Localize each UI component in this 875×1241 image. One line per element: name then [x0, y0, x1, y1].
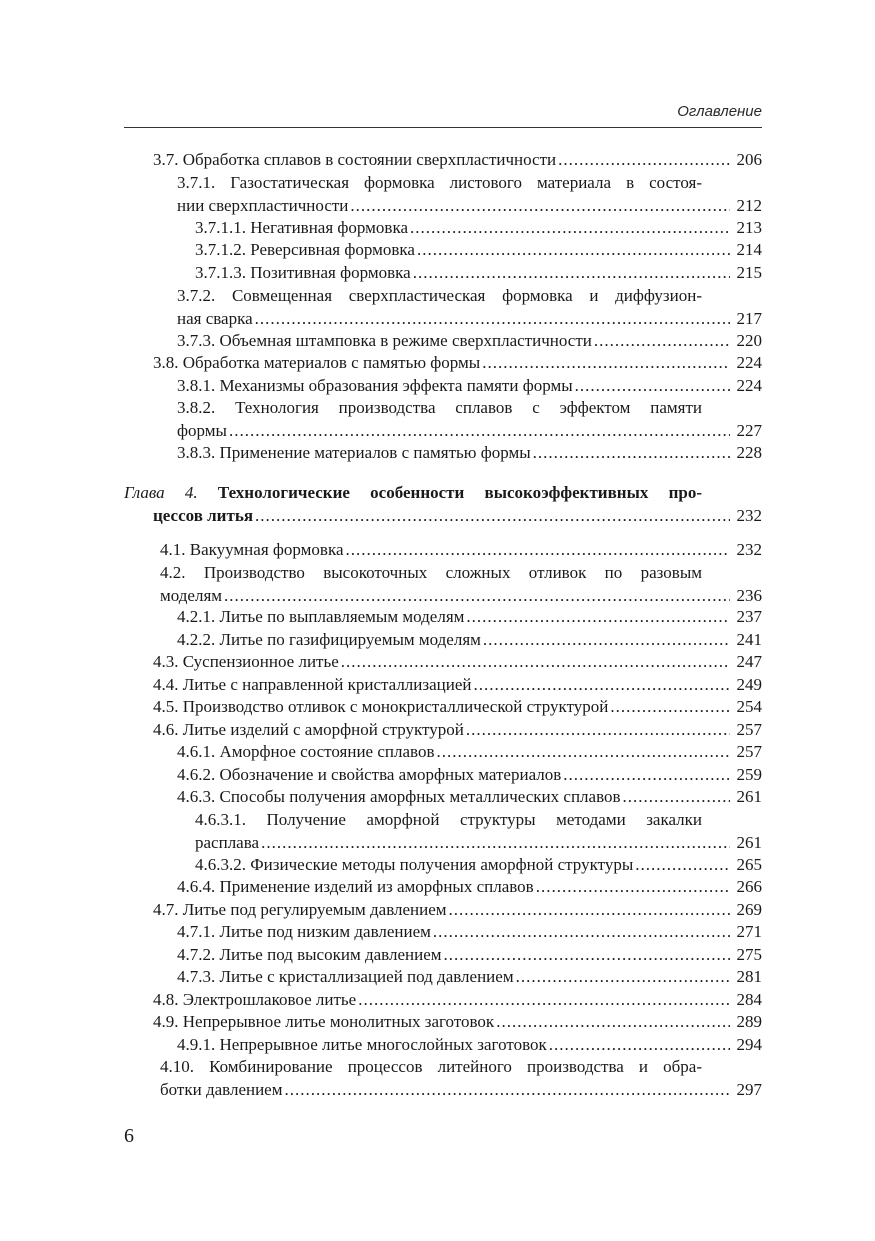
toc-entry[interactable] — [153, 899, 762, 922]
leader-dots — [224, 585, 730, 608]
toc-entry-title: 4.5. Производство отливок с монокристаллической структурой — [153, 697, 609, 716]
toc-page-number: 271 — [736, 922, 762, 941]
leader-dots — [466, 719, 730, 742]
leader-dots — [610, 696, 730, 719]
toc-entry[interactable] — [153, 989, 762, 1012]
toc-entry[interactable] — [177, 876, 762, 899]
toc-page-number: 241 — [736, 630, 762, 649]
chapter-title: Технологические особенности высокоэффективных про- — [217, 483, 702, 502]
toc-entry[interactable] — [195, 854, 762, 877]
toc-entry-title: 3.7. Обработка сплавов в состоянии сверхпластичности — [153, 150, 557, 169]
toc-entry[interactable] — [195, 217, 762, 240]
toc-entry-title: 4.6.3.2. Физические методы получения аморфной структуры — [195, 855, 634, 874]
leader-dots — [516, 966, 730, 989]
toc-entry-title: 3.7.1.3. Позитивная формовка — [195, 263, 411, 282]
leader-dots — [444, 944, 731, 967]
leader-dots — [358, 989, 730, 1012]
toc-entry[interactable] — [177, 397, 762, 442]
toc-page-number: 265 — [736, 855, 762, 874]
toc-entry[interactable] — [153, 149, 762, 172]
toc-entry-title: 4.7.3. Литье с кристаллизацией под давлением — [177, 967, 514, 986]
leader-dots — [482, 352, 730, 375]
leader-dots — [473, 674, 730, 697]
leader-dots — [261, 832, 730, 855]
toc-entry[interactable] — [160, 1056, 762, 1101]
leader-dots — [285, 1079, 731, 1102]
toc-page-number: 275 — [736, 945, 762, 964]
toc-page-number: 232 — [736, 505, 762, 525]
leader-dots — [433, 921, 730, 944]
toc-entry[interactable] — [153, 674, 762, 697]
toc-entry-title: 4.7. Литье под регулируемым давлением — [153, 900, 447, 919]
leader-dots — [410, 217, 730, 240]
toc-page-number: 224 — [736, 353, 762, 372]
leader-dots — [549, 1034, 730, 1057]
toc-page-number: 257 — [736, 742, 762, 761]
leader-dots — [255, 308, 730, 331]
toc-entry-title: 3.7.2. Совмещенная сверхпластическая формовка и диффузион- — [177, 286, 702, 305]
toc-entry-title: 4.6.2. Обозначение и свойства аморфных материалов — [177, 765, 562, 784]
toc-entry-title: 4.9. Непрерывное литье монолитных заготовок — [153, 1012, 495, 1031]
toc-entry-title: 4.10. Комбинирование процессов литейного производства и обра- — [160, 1057, 702, 1076]
toc-page-number: 220 — [736, 331, 762, 350]
leader-dots — [558, 149, 730, 172]
leader-dots — [594, 330, 730, 353]
toc-entry-title: 4.6.4. Применение изделий из аморфных сплавов — [177, 877, 534, 896]
toc-page-number: 266 — [736, 877, 762, 896]
toc-entry[interactable] — [195, 262, 762, 285]
toc-entry-title-cont: моделям — [160, 585, 223, 605]
toc-page-number: 261 — [736, 832, 762, 852]
leader-dots — [563, 764, 730, 787]
toc-entry-title: 4.2.2. Литье по газифицируемым моделям — [177, 630, 481, 649]
page-number: 6 — [124, 1125, 134, 1147]
toc-page-number: 215 — [736, 263, 762, 282]
toc-entry-title: 4.4. Литье с направленной кристаллизацией — [153, 675, 472, 694]
leader-dots — [346, 539, 731, 562]
leader-dots — [449, 899, 730, 922]
toc-entry[interactable] — [195, 809, 762, 854]
toc-entry[interactable] — [177, 1034, 762, 1057]
toc-entry-title-cont: ная сварка — [177, 308, 253, 328]
toc-page-number: 232 — [736, 540, 762, 559]
leader-dots — [436, 741, 730, 764]
toc-entry-title: 3.8.1. Механизмы образования эффекта памяти формы — [177, 376, 573, 395]
toc-entry[interactable] — [153, 719, 762, 742]
toc-entry-title: 4.2.1. Литье по выплавляемым моделям — [177, 607, 465, 626]
leader-dots — [350, 195, 730, 218]
toc-entry-title: 3.7.1. Газостатическая формовка листового материала в состоя- — [177, 173, 702, 192]
leader-dots — [575, 375, 730, 398]
leader-dots — [536, 876, 730, 899]
toc-entry[interactable] — [177, 442, 762, 465]
running-head-title: Оглавление — [677, 103, 762, 120]
toc-entry[interactable] — [177, 741, 762, 764]
toc-entry[interactable] — [177, 764, 762, 787]
toc-page-number: 281 — [736, 967, 762, 986]
toc-entry[interactable] — [153, 1011, 762, 1034]
toc-entry-title: 4.1. Вакуумная формовка — [160, 540, 344, 559]
toc-entry-title: 3.7.1.1. Негативная формовка — [195, 218, 409, 237]
toc-entry-title: 4.7.1. Литье под низким давлением — [177, 922, 431, 941]
toc-page-number: 237 — [736, 607, 762, 626]
toc-entry-title-cont: формы — [177, 420, 227, 440]
toc-entry-title: 4.6.1. Аморфное состояние сплавов — [177, 742, 435, 761]
toc-entry-title: 4.9.1. Непрерывное литье многослойных заготовок — [177, 1035, 547, 1054]
chapter-title-cont: цессов литья — [153, 505, 254, 525]
toc-entry[interactable] — [177, 944, 762, 967]
toc-entry-title: 3.8.2. Технология производства сплавов с эффектом памяти — [177, 398, 702, 417]
toc-page-number: 254 — [736, 697, 762, 716]
toc-entry-title-cont: расплава — [195, 832, 260, 852]
toc-entry-title: 4.6.3.1. Получение аморфной структуры методами закалки — [195, 810, 702, 829]
toc-entry[interactable] — [160, 539, 762, 562]
leader-dots — [255, 505, 730, 528]
toc-entry-title: 4.7.2. Литье под высоким давлением — [177, 945, 442, 964]
toc-page-number: 212 — [736, 195, 762, 215]
toc-entry[interactable] — [177, 606, 762, 629]
toc-page-number: 206 — [736, 150, 762, 169]
leader-dots — [623, 786, 730, 809]
toc-entry-title-cont: ботки давлением — [160, 1079, 283, 1099]
toc-page-number: 249 — [736, 675, 762, 694]
toc-entry[interactable] — [195, 239, 762, 262]
toc-entry[interactable] — [177, 786, 762, 809]
toc-entry[interactable] — [177, 629, 762, 652]
leader-dots — [466, 606, 730, 629]
leader-dots — [635, 854, 730, 877]
toc-page-number: 224 — [736, 376, 762, 395]
toc-entry-title-cont: нии сверхпластичности — [177, 195, 349, 215]
toc-entry[interactable] — [177, 921, 762, 944]
toc-entry-title: 4.3. Суспензионное литье — [153, 652, 339, 671]
toc-entry-title: 4.2. Производство высокоточных сложных отливок по разовым — [160, 563, 702, 582]
toc-entry[interactable] — [153, 651, 762, 674]
toc-page-number: 297 — [736, 1079, 762, 1099]
toc-entry-title: 3.7.1.2. Реверсивная формовка — [195, 240, 415, 259]
toc-entry[interactable] — [177, 966, 762, 989]
leader-dots — [229, 420, 730, 443]
toc-page-number: 247 — [736, 652, 762, 671]
leader-dots — [533, 442, 730, 465]
toc-entry[interactable] — [160, 562, 762, 607]
toc-page-number: 227 — [736, 420, 762, 440]
toc-entry[interactable] — [177, 172, 762, 217]
toc-chapter-entry[interactable] — [124, 482, 762, 527]
toc-page-number: 236 — [736, 585, 762, 605]
toc-entry-title: 4.6. Литье изделий с аморфной структурой — [153, 720, 464, 739]
leader-dots — [413, 262, 730, 285]
toc-page-number: 214 — [736, 240, 762, 259]
toc-page-number: 294 — [736, 1035, 762, 1054]
toc-entry[interactable] — [177, 330, 762, 353]
toc-page-number: 217 — [736, 308, 762, 328]
toc-page-number: 289 — [736, 1012, 762, 1031]
toc-entry[interactable] — [177, 285, 762, 330]
toc-entry-title: 3.8.3. Применение материалов с памятью формы — [177, 443, 531, 462]
toc-entry[interactable] — [153, 352, 762, 375]
chapter-label: Глава 4. — [124, 483, 198, 502]
toc-entry-title: 4.8. Электрошлаковое литье — [153, 990, 357, 1009]
toc-page-number: 213 — [736, 218, 762, 237]
toc-entry-title: 3.8. Обработка материалов с памятью формы — [153, 353, 481, 372]
leader-dots — [496, 1011, 730, 1034]
toc-entry-title: 4.6.3. Способы получения аморфных металлических сплавов — [177, 787, 621, 806]
leader-dots — [417, 239, 730, 262]
toc-page-number: 269 — [736, 900, 762, 919]
toc-page-number: 259 — [736, 765, 762, 784]
toc-entry[interactable] — [153, 696, 762, 719]
toc-page-number: 257 — [736, 720, 762, 739]
toc-entry[interactable] — [177, 375, 762, 398]
toc-page-number: 261 — [736, 787, 762, 806]
leader-dots — [483, 629, 730, 652]
toc-entry-title: 3.7.3. Объемная штамповка в режиме сверхпластичности — [177, 331, 592, 350]
leader-dots — [341, 651, 730, 674]
toc-page-number: 228 — [736, 443, 762, 462]
toc-page-number: 284 — [736, 990, 762, 1009]
